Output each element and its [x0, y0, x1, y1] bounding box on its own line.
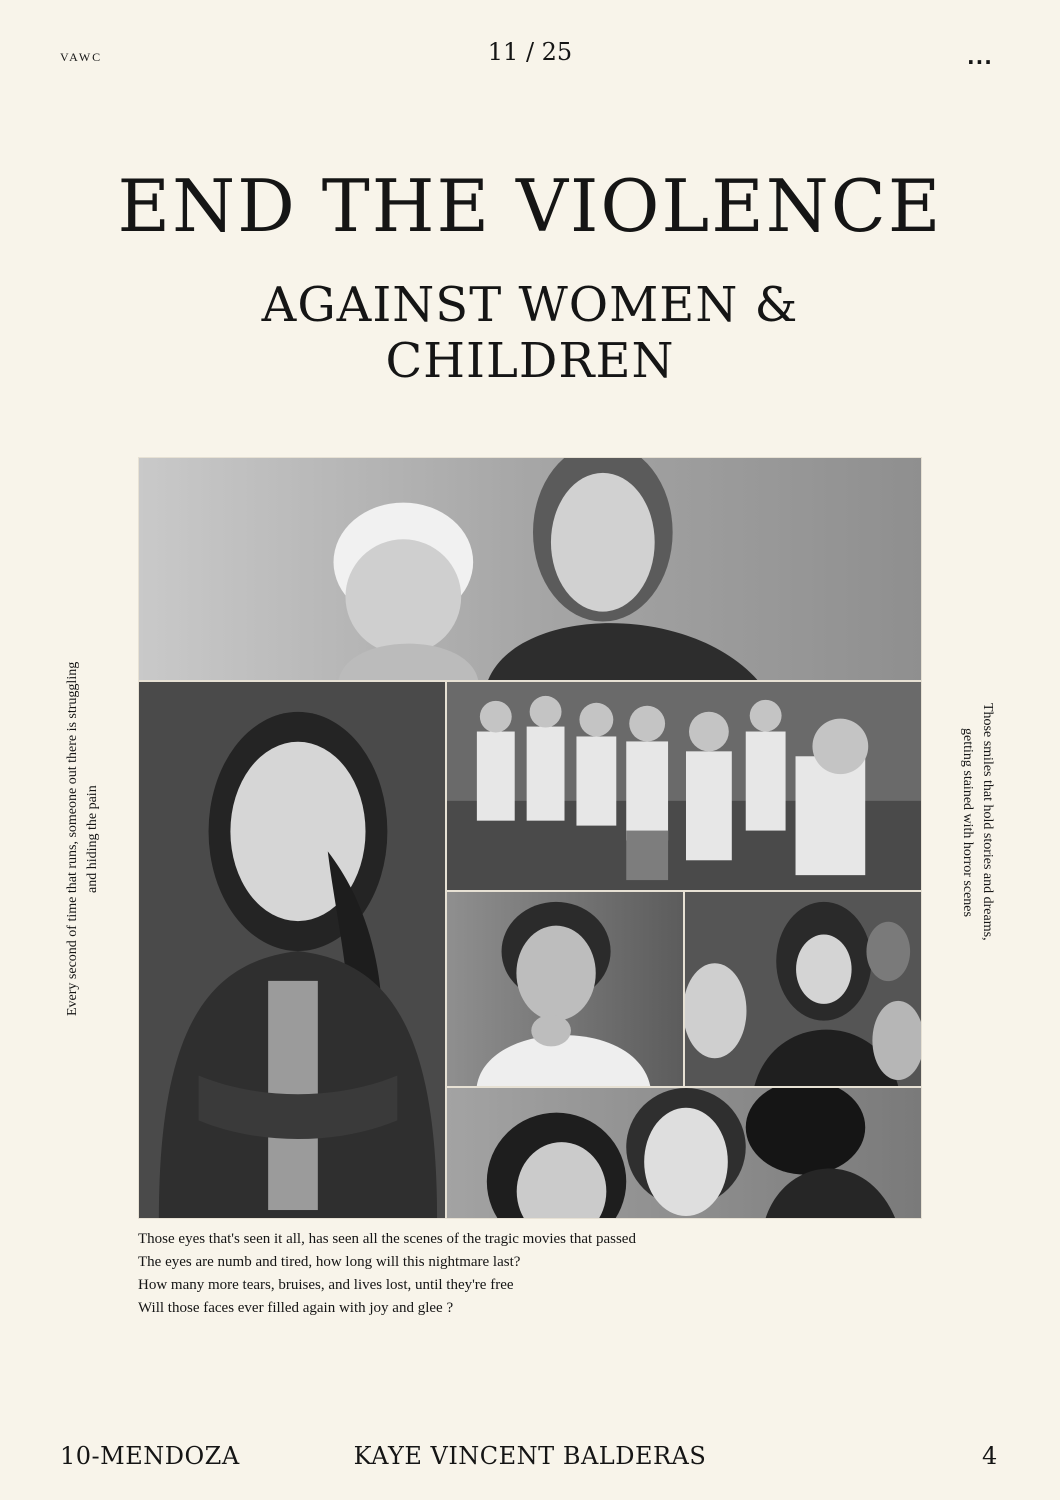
poem-line: How many more tears, bruises, and lives lost, until they're free [138, 1277, 514, 1293]
more-options-icon[interactable]: ... [967, 45, 993, 69]
left-sidebar-caption: Every second of time that runs, someone out there is struggling and hiding the pain [65, 661, 100, 1017]
header-tag: VAWC [60, 50, 103, 64]
page-title: END THE VIOLENCE [117, 164, 943, 248]
poem-line: The eyes are numb and tired, how long will this nightmare last? [138, 1254, 521, 1270]
photo-three-women [446, 1087, 922, 1219]
page-number: 4 [982, 1442, 998, 1470]
photo-smiling-girl [446, 891, 684, 1087]
page-counter: 11 / 25 [487, 38, 573, 66]
poem [138, 1228, 878, 1320]
poem-line: Will those faces ever filled again with joy and glee ? [138, 1300, 454, 1316]
footer-author: KAYE VINCENT BALDERAS [353, 1442, 707, 1470]
page-subtitle: AGAINST WOMEN & CHILDREN [261, 277, 799, 389]
photo-collage [138, 457, 922, 1219]
photo-girl-arms-crossed [138, 681, 446, 1219]
poem-line: Those eyes that's seen it all, has seen all the scenes of the tragic movies that passed [138, 1231, 636, 1247]
right-sidebar-caption: Those smiles that hold stories and dreams, getting stained with horror scenes [960, 703, 995, 941]
photo-women-in-hijabs [684, 891, 922, 1087]
footer-section: 10-MENDOZA [60, 1442, 240, 1470]
photo-schoolchildren-saluting [446, 681, 922, 891]
photo-mother-and-baby [138, 457, 922, 681]
